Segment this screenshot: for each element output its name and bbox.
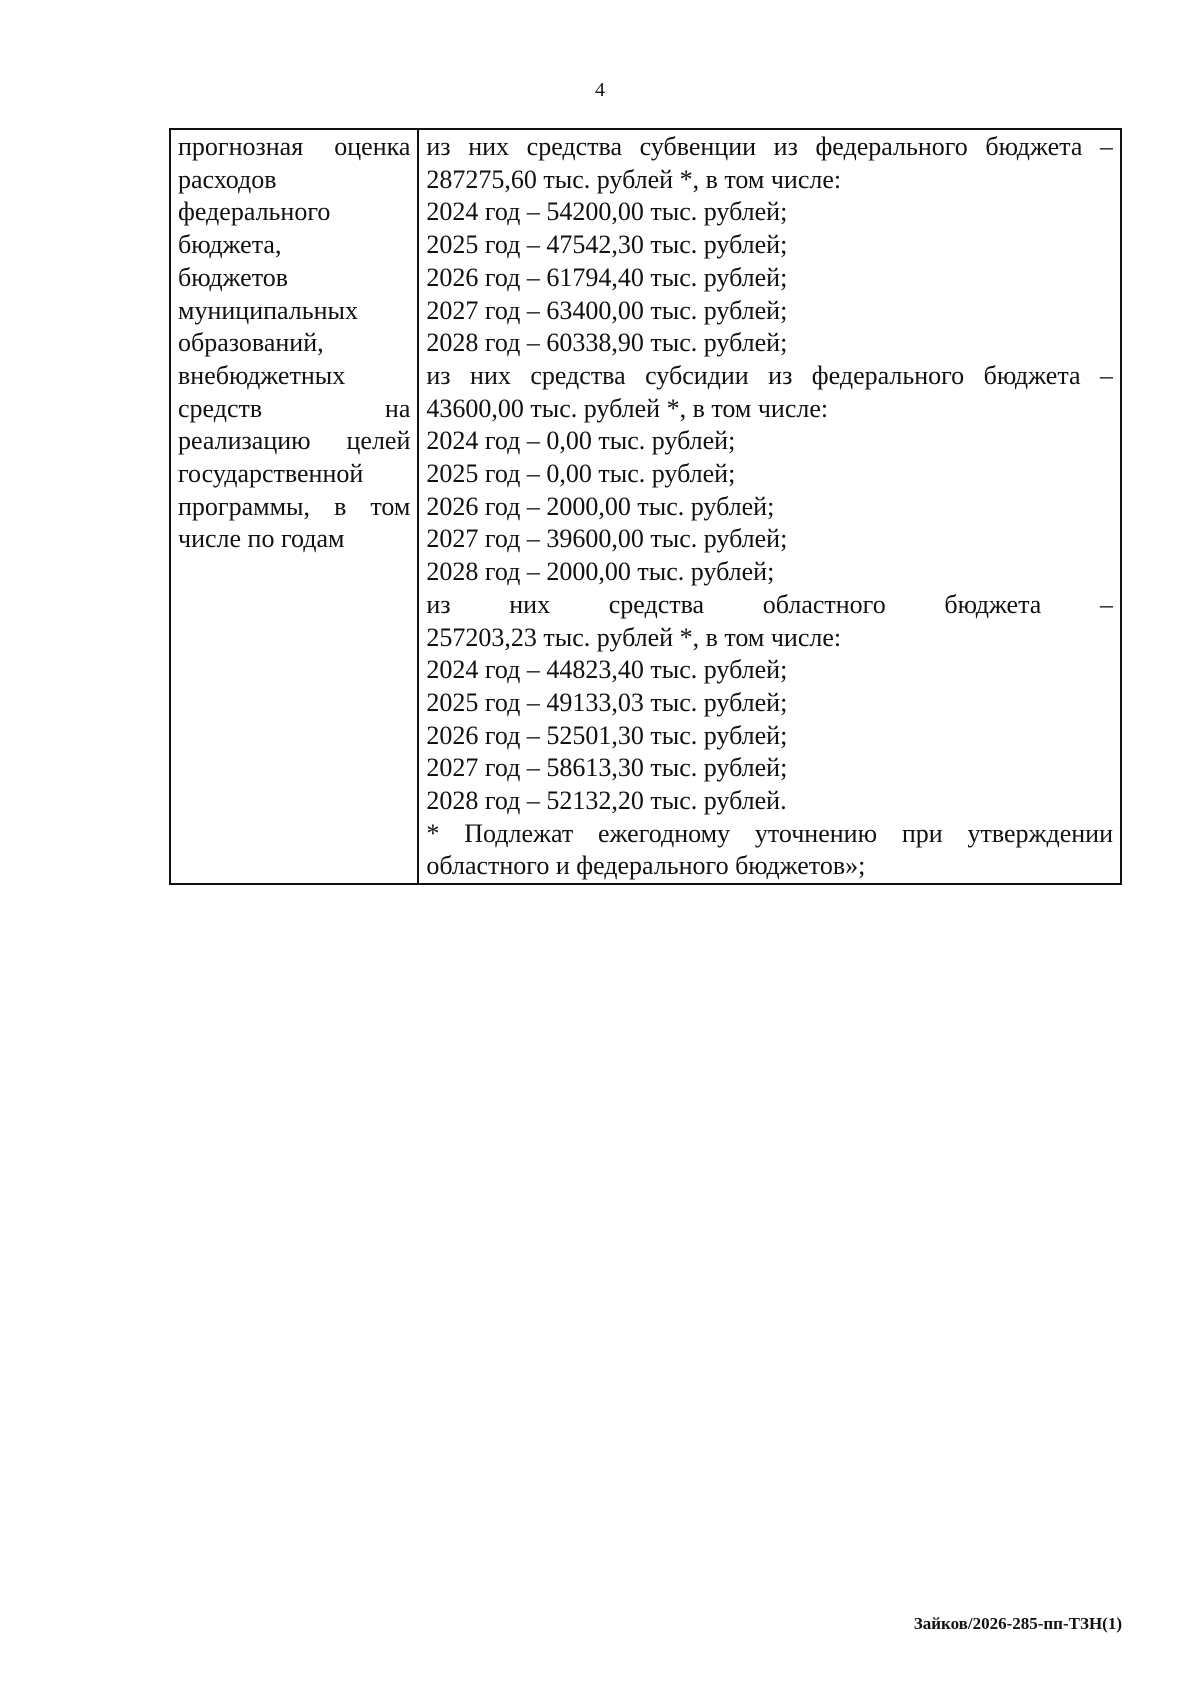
document-code: Зайков/2026-285-пп-ТЗН(1) <box>913 1614 1122 1633</box>
detail-line: 2025 год – 0,00 тыс. рублей; <box>426 459 736 488</box>
detail-line: 2027 год – 58613,30 тыс. рублей; <box>426 753 788 783</box>
label-line: числе по годам <box>178 524 345 554</box>
label-line: федерального <box>178 197 331 227</box>
label-line: внебюджетных <box>178 360 346 390</box>
label-line: расходов <box>178 164 277 194</box>
label-line: бюджета, <box>178 230 282 260</box>
detail-line: из них средства областного бюджета – <box>426 589 1113 619</box>
detail-line: 2024 год – 44823,40 тыс. рублей; <box>426 655 788 685</box>
funding-label-cell <box>170 129 418 884</box>
label-line: средств на <box>178 393 411 423</box>
detail-line: 2027 год – 39600,00 тыс. рублей; <box>426 524 788 554</box>
detail-line: 287275,60 тыс. рублей *, в том числе: <box>426 164 842 194</box>
program-funding-table <box>169 128 1122 885</box>
detail-line: * Подлежат ежегодному уточнению при утверждении <box>426 818 1113 848</box>
label-line: реализацию целей <box>178 426 411 456</box>
detail-line: 43600,00 тыс. рублей *, в том числе: <box>426 393 829 423</box>
detail-line: 2025 год – 47542,30 тыс. рублей; <box>426 230 788 260</box>
detail-line: 2028 год – 2000,00 тыс. рублей; <box>426 557 775 587</box>
detail-line: из них средства субвенции из федерального бюджета – <box>426 132 1113 161</box>
detail-line: 2024 год – 54200,00 тыс. рублей; <box>426 197 788 227</box>
page-number: 4 <box>595 79 605 101</box>
detail-line: 2025 год – 49133,03 тыс. рублей; <box>426 687 788 717</box>
detail-line: 2027 год – 63400,00 тыс. рублей; <box>426 295 788 325</box>
label-line: прогнозная оценка <box>178 132 411 161</box>
detail-line: 2028 год – 52132,20 тыс. рублей. <box>426 786 787 816</box>
detail-line: 2024 год – 0,00 тыс. рублей; <box>426 426 736 456</box>
detail-line: из них средства субсидии из федерального бюджета – <box>426 360 1113 390</box>
label-line: бюджетов <box>178 262 289 292</box>
detail-line: 2028 год – 60338,90 тыс. рублей; <box>426 328 788 358</box>
detail-line: 2026 год – 2000,00 тыс. рублей; <box>426 491 775 521</box>
label-line: государственной <box>178 458 364 488</box>
label-line: муниципальных <box>178 295 359 325</box>
detail-line: областного и федерального бюджетов»; <box>426 851 866 881</box>
table-row <box>170 129 1121 884</box>
funding-details-cell <box>418 129 1121 884</box>
detail-line: 2026 год – 52501,30 тыс. рублей; <box>426 720 788 750</box>
label-line: программы, в том <box>178 491 411 521</box>
label-line: образований, <box>178 328 324 358</box>
detail-line: 2026 год – 61794,40 тыс. рублей; <box>426 262 788 292</box>
detail-line: 257203,23 тыс. рублей *, в том числе: <box>426 622 842 652</box>
